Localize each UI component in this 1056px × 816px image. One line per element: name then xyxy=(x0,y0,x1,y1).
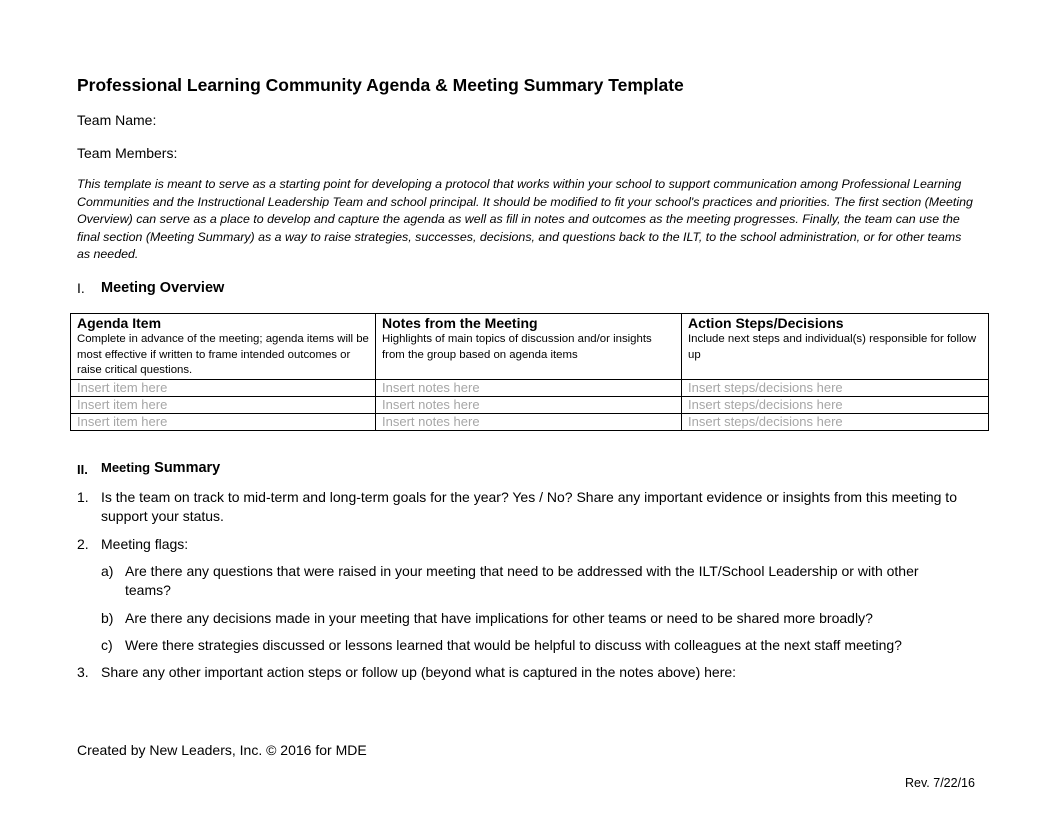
section1-title: Meeting Overview xyxy=(101,280,225,296)
column-title: Agenda Item xyxy=(77,315,162,331)
flag-text: Are there any decisions made in your meeting that have implications for other teams or need to be shared more broadly? xyxy=(125,610,873,626)
column-description: Include next steps and individual(s) responsible for follow up xyxy=(688,333,977,361)
agenda-item-cell[interactable]: Insert item here xyxy=(71,413,376,430)
agenda-item-cell[interactable]: Insert item here xyxy=(71,396,376,413)
intro-paragraph: This template is meant to serve as a starting point for developing a protocol that works within your school to support communication among Professional Learning Communities and the Instructional Leadership Team and school principal. It should be modified to fit your school's practices and priorities. The first section (Meeting Overview) can serve as a place to develop and capture the agenda as well as fill in notes and outcomes as the meeting progresses. Finally, the team can use the final section (Meeting Summary) as a way to raise strategies, successes, decisions, and questions back to the ILT, to the school administration, or for other teams as needed. xyxy=(77,177,973,262)
summary-item-text: Meeting flags: xyxy=(101,536,189,552)
summary-item-number: 3. xyxy=(77,664,89,680)
summary-item-number: 1. xyxy=(77,489,89,505)
column-title: Notes from the Meeting xyxy=(382,315,538,331)
table-row xyxy=(71,413,989,430)
flag-text: Are there any questions that were raised in your meeting that need to be addressed with the ILT/School Leadership or with other teams? xyxy=(125,563,919,598)
column-description: Complete in advance of the meeting; agenda items will be most effective if written to frame intended outcomes or raise critical questions. xyxy=(77,333,369,376)
team-members-label: Team Members: xyxy=(77,145,178,161)
document-title: Professional Learning Community Agenda & Meeting Summary Template xyxy=(77,75,684,95)
action-steps-cell[interactable]: Insert steps/decisions here xyxy=(682,413,989,430)
flag-letter: c) xyxy=(101,637,113,653)
meeting-overview-table xyxy=(70,313,989,431)
footer-credit: Created by New Leaders, Inc. © 2016 for MDE xyxy=(77,742,367,758)
notes-cell[interactable]: Insert notes here xyxy=(376,396,682,413)
flag-letter: a) xyxy=(101,563,114,579)
notes-cell[interactable]: Insert notes here xyxy=(376,413,682,430)
section2-title-part2: Summary xyxy=(154,460,221,476)
column-title: Action Steps/Decisions xyxy=(688,315,844,331)
header-action-steps xyxy=(682,314,989,380)
table-header-row xyxy=(71,314,989,380)
section1-number: I. xyxy=(77,280,85,296)
section2-title xyxy=(101,460,220,476)
team-name-label: Team Name: xyxy=(77,112,157,128)
revision-date: Rev. 7/22/16 xyxy=(905,776,975,790)
summary-item-number: 2. xyxy=(77,536,89,552)
table-row xyxy=(71,379,989,396)
notes-cell[interactable]: Insert notes here xyxy=(376,379,682,396)
flag-letter: b) xyxy=(101,610,114,626)
flag-text: Were there strategies discussed or lessons learned that would be helpful to discuss with colleagues at the next staff meeting? xyxy=(125,637,902,653)
table-row xyxy=(71,396,989,413)
header-notes xyxy=(376,314,682,380)
summary-item-text: Share any other important action steps or follow up (beyond what is captured in the notes above) here: xyxy=(101,664,737,680)
summary-item-text: Is the team on track to mid-term and long-term goals for the year? Yes / No? Share any important evidence or insights from this meeting to support your status. xyxy=(101,489,957,524)
action-steps-cell[interactable]: Insert steps/decisions here xyxy=(682,396,989,413)
section2-number: II. xyxy=(77,462,88,477)
action-steps-cell[interactable]: Insert steps/decisions here xyxy=(682,379,989,396)
agenda-item-cell[interactable]: Insert item here xyxy=(71,379,376,396)
header-agenda-item xyxy=(71,314,376,380)
section2-title-part1: Meeting xyxy=(101,460,151,475)
column-description: Highlights of main topics of discussion and/or insights from the group based on agenda items xyxy=(382,333,652,361)
